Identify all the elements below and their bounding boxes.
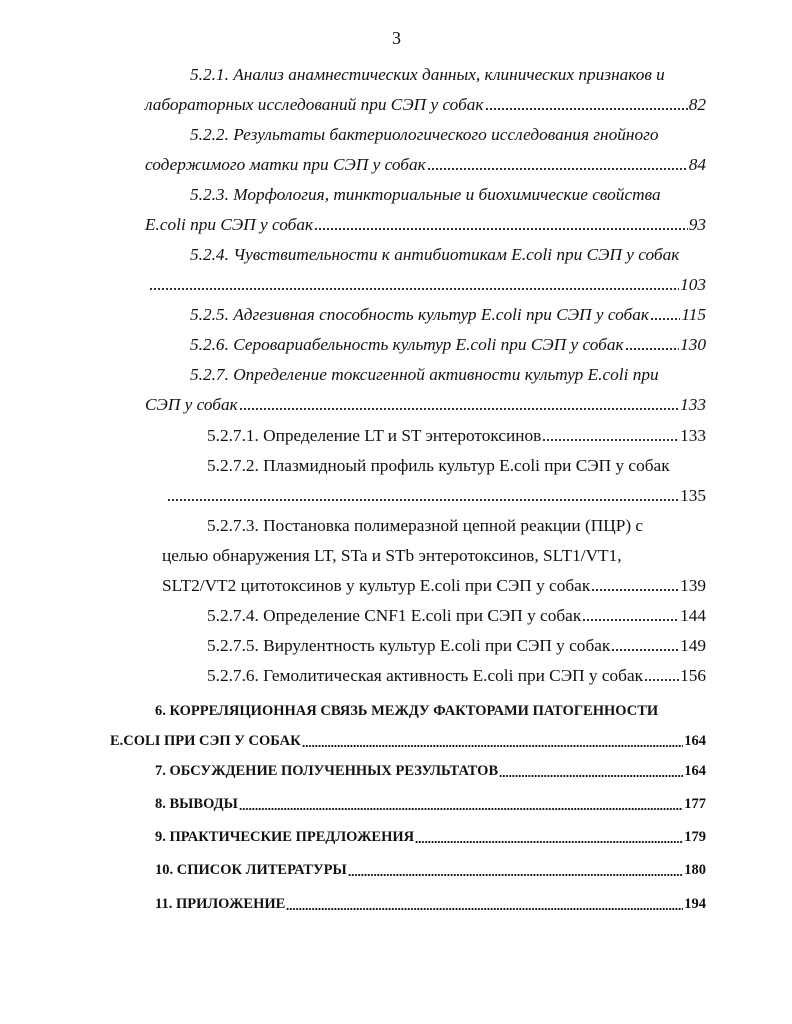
toc-text: лабораторных исследований при СЭП у собак [145, 95, 484, 114]
toc-page: 144 [680, 606, 706, 625]
toc-page: 133 [680, 426, 706, 445]
toc-entry-5-2-7-3-line1 [207, 514, 643, 538]
dot-leader [348, 873, 684, 877]
toc-page: 180 [684, 862, 706, 878]
toc-section-6[interactable] [110, 729, 706, 753]
toc-text: 5.2.6. Серовариабельность культур E.coli при СЭП у собак [190, 335, 624, 354]
toc-entry-5-2-4-line1 [190, 243, 679, 267]
toc-text: 9. ПРАКТИЧЕСКИЕ ПРЕДЛОЖЕНИЯ [155, 829, 415, 845]
toc-page: 179 [684, 829, 706, 845]
toc-text: 5.2.7.4. Определение CNF1 E.coli при СЭП у собак [207, 606, 582, 625]
toc-text: 5.2.3. Морфология, тинкториальные и биохимические свойства [190, 185, 661, 204]
toc-entry-5-2-7-3[interactable] [162, 574, 706, 598]
toc-entry-5-2-3-line1 [190, 183, 661, 207]
toc-page: 156 [680, 666, 706, 685]
toc-text: E.coli при СЭП у собак [145, 215, 314, 234]
toc-page: 82 [688, 95, 706, 114]
toc-page: 135 [680, 486, 706, 505]
toc-entry-5-2-1-line1 [190, 63, 665, 87]
toc-text: целью обнаружения LT, STa и STb энтеротоксинов, SLT1/VT1, [162, 546, 622, 565]
toc-section-9[interactable] [155, 825, 706, 849]
toc-entry-5-2-7-line1 [190, 363, 659, 387]
toc-text: 5.2.5. Адгезивная способность культур E.coli при СЭП у собак [190, 305, 649, 324]
toc-text: 5.2.7.6. Гемолитическая активность E.coli при СЭП у собак [207, 666, 644, 685]
toc-page: 130 [680, 335, 706, 354]
toc-section-6-line1 [155, 699, 658, 723]
toc-page: 84 [688, 155, 706, 174]
toc-text: 5.2.1. Анализ анамнестических данных, клинических признаков и [190, 65, 665, 84]
dot-leader [302, 744, 684, 748]
dot-leader [239, 407, 679, 411]
toc-text: 5.2.7. Определение токсигенной активности культур E.coli при [190, 365, 659, 384]
dot-leader [542, 438, 679, 442]
toc-text: 11. ПРИЛОЖЕНИЕ [155, 896, 286, 912]
toc-text: содержимого матки при СЭП у собак [145, 155, 426, 174]
toc-text: 5.2.7.1. Определение LT и ST энтеротоксинов [207, 426, 542, 445]
dot-leader [485, 107, 688, 111]
toc-entry-5-2-4[interactable] [148, 273, 706, 297]
toc-page: 177 [684, 796, 706, 812]
toc-entry-5-2-7-4[interactable] [207, 604, 706, 628]
dot-leader [167, 498, 679, 502]
toc-text: 6. КОРРЕЛЯЦИОННАЯ СВЯЗЬ МЕЖДУ ФАКТОРАМИ ПАТОГЕННОСТИ [155, 703, 659, 719]
toc-entry-5-2-2[interactable] [145, 153, 706, 177]
dot-leader [582, 618, 679, 622]
toc-page: 149 [680, 636, 706, 655]
dot-leader [286, 907, 683, 911]
toc-entry-5-2-7[interactable] [145, 393, 706, 417]
toc-text: СЭП у собак [145, 395, 238, 414]
toc-page: 103 [680, 275, 706, 294]
toc-page: 139 [680, 576, 706, 595]
toc-text: SLT2/VT2 цитотоксинов у культур E.coli при СЭП у собак [162, 576, 591, 595]
toc-page: 194 [684, 896, 706, 912]
toc-text: E.COLI ПРИ СЭП У СОБАК [110, 733, 301, 749]
toc-entry-5-2-7-1[interactable] [207, 424, 706, 448]
toc-text: 7. ОБСУЖДЕНИЕ ПОЛУЧЕННЫХ РЕЗУЛЬТАТОВ [155, 763, 499, 779]
dot-leader [239, 807, 683, 811]
toc-page: 133 [680, 395, 706, 414]
toc-page: 164 [684, 763, 706, 779]
toc-page: 164 [684, 733, 706, 749]
dot-leader [415, 840, 683, 844]
toc-text: 10. СПИСОК ЛИТЕРАТУРЫ [155, 862, 347, 878]
toc-entry-5-2-5[interactable] [190, 303, 706, 327]
dot-leader [149, 287, 679, 291]
toc-entry-5-2-1[interactable] [145, 93, 706, 117]
page-number: 3 [392, 28, 401, 48]
toc-text: 5.2.7.3. Постановка полимеразной цепной реакции (ПЦР) с [207, 516, 644, 535]
toc-entry-5-2-7-6[interactable] [207, 664, 706, 688]
toc-section-7[interactable] [155, 759, 706, 783]
toc-entry-5-2-7-2-line1 [207, 454, 670, 478]
toc-entry-5-2-2-line1 [190, 123, 659, 147]
dot-leader [650, 317, 680, 321]
toc-page: 93 [688, 215, 706, 234]
toc-text: 5.2.7.5. Вирулентность культур E.coli при СЭП у собак [207, 636, 611, 655]
toc-section-11[interactable] [155, 892, 706, 916]
toc-entry-5-2-7-2[interactable] [166, 484, 706, 508]
dot-leader [314, 227, 688, 231]
toc-text: 5.2.7.2. Плазмидноый профиль культур E.coli при СЭП у собак [207, 456, 670, 475]
toc-entry-5-2-3[interactable] [145, 213, 706, 237]
dot-leader [427, 167, 688, 171]
dot-leader [611, 648, 679, 652]
toc-text: 5.2.4. Чувствительности к антибиотикам E.coli при СЭП у собак [190, 245, 680, 264]
toc-entry-5-2-7-5[interactable] [207, 634, 706, 658]
toc-entry-5-2-6[interactable] [190, 333, 706, 357]
dot-leader [644, 678, 679, 682]
toc-entry-5-2-7-3-line2 [162, 544, 622, 568]
toc-text: 5.2.2. Результаты бактериологического исследования гнойного [190, 125, 659, 144]
toc-section-8[interactable] [155, 792, 706, 816]
dot-leader [591, 588, 679, 592]
toc-text: 8. ВЫВОДЫ [155, 796, 238, 812]
toc-section-10[interactable] [155, 858, 706, 882]
toc-page: 115 [681, 305, 706, 324]
dot-leader [499, 774, 683, 778]
dot-leader [625, 347, 679, 351]
